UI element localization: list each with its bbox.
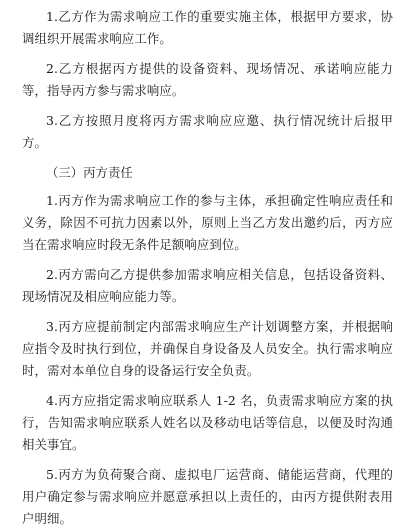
party-c-item-5: 5.丙方为负荷聚合商、虚拟电厂运营商、储能运营商，代理的用户确定参与需求响应并愿意承担以上责任的，由丙方提供附表用户明细。: [22, 467, 393, 526]
party-c-item-2: 2.丙方需向乙方提供参加需求响应相关信息，包括设备资料、现场情况及相应响应能力等。: [22, 267, 393, 304]
party-b-item-1: 1.乙方作为需求响应工作的重要实施主体，根据甲方要求，协调组织开展需求响应工作。: [22, 9, 393, 46]
party-c-item-3: 3.丙方应提前制定内部需求响应生产计划调整方案，并根据响应指令及时执行到位，并确保自身设备及人员安全。执行需求响应时，需对本单位自身的设备运行安全负责。: [22, 319, 393, 378]
party-b-item-3: 3.乙方按照月度将丙方需求响应应邀、执行情况统计后报甲方。: [22, 113, 393, 150]
party-c-item-1: 1.丙方作为需求响应工作的参与主体，承担确定性响应责任和义务，除因不可抗力因素以外，原则上当乙方发出邀约后，丙方应当在需求响应时段无条件足额响应到位。: [22, 193, 393, 252]
party-c-item-4: 4.丙方应指定需求响应联系人 1-2 名，负责需求响应方案的执行，告知需求响应联系人姓名以及移动电话等信息，以便及时沟通相关事宜。: [22, 393, 393, 452]
party-b-item-2: 2.乙方根据丙方提供的设备资料、现场情况、承诺响应能力等，指导丙方参与需求响应。: [22, 61, 393, 98]
section-heading-party-c: （三）丙方责任: [46, 165, 133, 180]
